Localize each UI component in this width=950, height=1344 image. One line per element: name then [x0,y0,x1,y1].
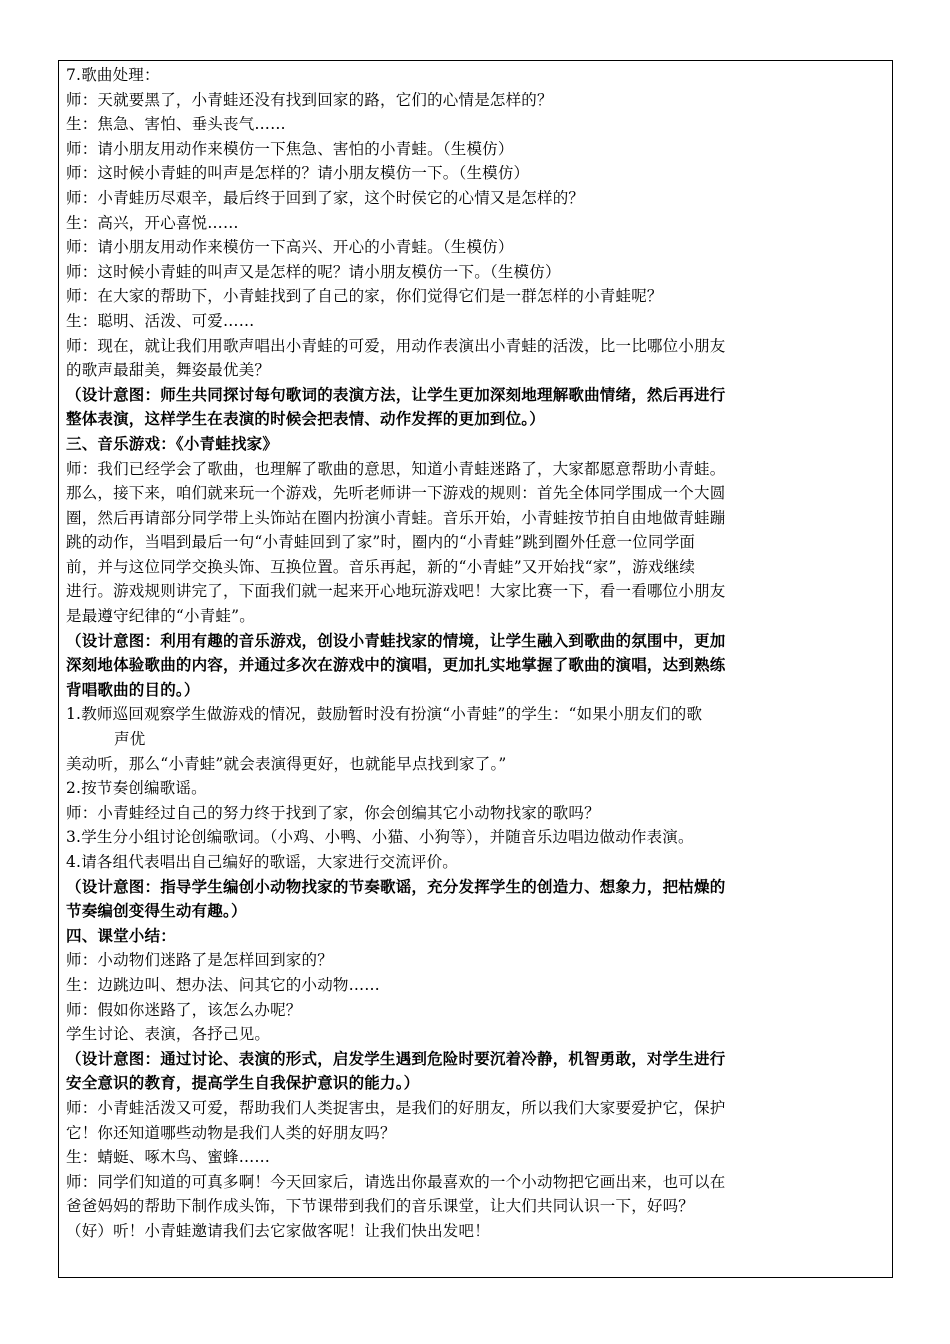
text-line: 师：这时候小青蛙的叫声又是怎样的呢？请小朋友模仿一下。（生模仿） [66,262,561,281]
text-line: 前，并与这位同学交换头饰、互换位置。音乐再起，新的“小青蛙”又开始找“家”，游戏继续 [66,557,696,576]
text-line: 的歌声最甜美，舞姿最优美？ [66,361,271,380]
text-line: 师：小青蛙活泼又可爱，帮助我们人类捉害虫，是我们的好朋友，所以我们大家要爱护它，保护 [66,1098,726,1117]
text-line: 师：小动物们迷路了是怎样回到家的？ [66,951,333,970]
text-line: 师：小青蛙历尽艰辛，最后终于回到了家，这个时侯它的心情又是怎样的？ [66,188,585,207]
text-line: 跳的动作，当唱到最后一句“小青蛙回到了家”时，圈内的“小青蛙”跳到圈外任意一位同学面 [66,533,696,552]
lesson-plan-text [66,63,888,1244]
design-intent-line: （设计意图：利用有趣的音乐游戏，创设小青蛙找家的情境，让学生融入到歌曲的氛围中，更加 [66,630,726,650]
text-line: 那么，接下来，咱们就来玩一个游戏，先听老师讲一下游戏的规则：首先全体同学围成一个大圆 [66,484,726,503]
text-line: 师：这时候小青蛙的叫声是怎样的？请小朋友模仿一下。（生模仿） [66,164,530,183]
text-line: 师：在大家的帮助下，小青蛙找到了自己的家，你们觉得它们是一群怎样的小青蛙呢？ [66,287,663,306]
text-line: 师：天就要黑了，小青蛙还没有找到回家的路，它们的心情是怎样的？ [66,90,553,109]
text-line: 是最遵守纪律的“小青蛙”。 [66,607,255,626]
design-intent-line: （设计意图：师生共同探讨每句歌词的表演方法，让学生更加深刻地理解歌曲情绪，然后再进行 [66,384,726,404]
design-intent-line: 三、音乐游戏：《小青蛙找家》 [66,433,279,453]
text-line: 师：请小朋友用动作来模仿一下高兴、开心的小青蛙。（生模仿） [66,238,514,257]
text-line: 爸爸妈妈的帮助下制作成头饰，下节课带到我们的音乐课堂，让大们共同认识一下，好吗？ [66,1197,695,1216]
text-line: 师：我们已经学会了歌曲，也理解了歌曲的意思，知道小青蛙迷路了，大家都愿意帮助小青蛙。 [66,459,726,478]
text-line: 生：聪明、活泼、可爱…… [66,311,255,330]
text-line: 生：焦急、害怕、垂头丧气…… [66,115,286,134]
text-line: 师：假如你迷路了，该怎么办呢？ [66,1000,302,1019]
text-line: 声优 [114,730,146,749]
text-line: 2.按节奏创编歌谣。 [66,779,207,798]
text-line: 师：请小朋友用动作来模仿一下焦急、害怕的小青蛙。（生模仿） [66,139,514,158]
text-line: 师：同学们知道的可真多啊！今天回家后，请选出你最喜欢的一个小动物把它画出来，也可以在 [66,1172,726,1191]
design-intent-line: 背唱歌曲的目的。） [66,679,200,699]
text-line: 美动听，那么“小青蛙”就会表演得更好，也就能早点找到家了。” [66,754,507,773]
design-intent-line: 整体表演，这样学生在表演的时候会把表情、动作发挥的更加到位。） [66,409,545,429]
text-line: 进行。游戏规则讲完了，下面我们就一起来开心地玩游戏吧！大家比赛一下，看一看哪位小朋友 [66,582,726,601]
design-intent-line: 安全意识的教育，提高学生自我保护意识的能力。） [66,1073,420,1093]
design-intent-line: （设计意图：通过讨论、表演的形式，启发学生遇到危险时要沉着冷静，机智勇敢，对学生进行 [66,1048,726,1068]
text-line: 圈，然后再请部分同学带上头饰站在圈内扮演小青蛙。音乐开始，小青蛙按节拍自由地做青蛙蹦 [66,508,726,527]
text-line: 生：蜻蜓、啄木鸟、蜜蜂…… [66,1148,271,1167]
text-line: 7.歌曲处理： [66,66,160,84]
text-line: 师：现在，就让我们用歌声唱出小青蛙的可爱，用动作表演出小青蛙的活泼，比一比哪位小朋友 [66,336,726,355]
design-intent-line: （设计意图：指导学生编创小动物找家的节奏歌谣，充分发挥学生的创造力、想象力，把枯燥的 [66,876,726,896]
text-line: 师：小青蛙经过自己的努力终于找到了家，你会创编其它小动物找家的歌吗？ [66,803,600,822]
text-line: 学生讨论、表演，各抒己见。 [66,1025,271,1044]
design-intent-line: 四、课堂小结： [66,925,176,945]
design-intent-line: 深刻地体验歌曲的内容，并通过多次在游戏中的演唱，更加扎实地掌握了歌曲的演唱，达到熟练 [66,655,726,675]
text-line: 1.教师巡回观察学生做游戏的情况，鼓励暂时没有扮演“小青蛙”的学生：“如果小朋友们的歌 [66,705,703,724]
design-intent-line: 节奏编创变得生动有趣。） [66,901,247,921]
text-line: 生：边跳边叫、想办法、问其它的小动物…… [66,975,381,994]
text-line: （好）听！小青蛙邀请我们去它家做客呢！让我们快出发吧！ [66,1221,490,1240]
text-line: 它！你还知道哪些动物是我们人类的好朋友吗？ [66,1123,396,1142]
text-line: 生：高兴，开心喜悦…… [66,213,239,232]
text-line: 4.请各组代表唱出自己编好的歌谣，大家进行交流评价。 [66,853,458,871]
text-line: 3.学生分小组讨论创编歌词。（小鸡、小鸭、小猫、小狗等），并随音乐边唱边做动作表演。 [66,828,694,847]
